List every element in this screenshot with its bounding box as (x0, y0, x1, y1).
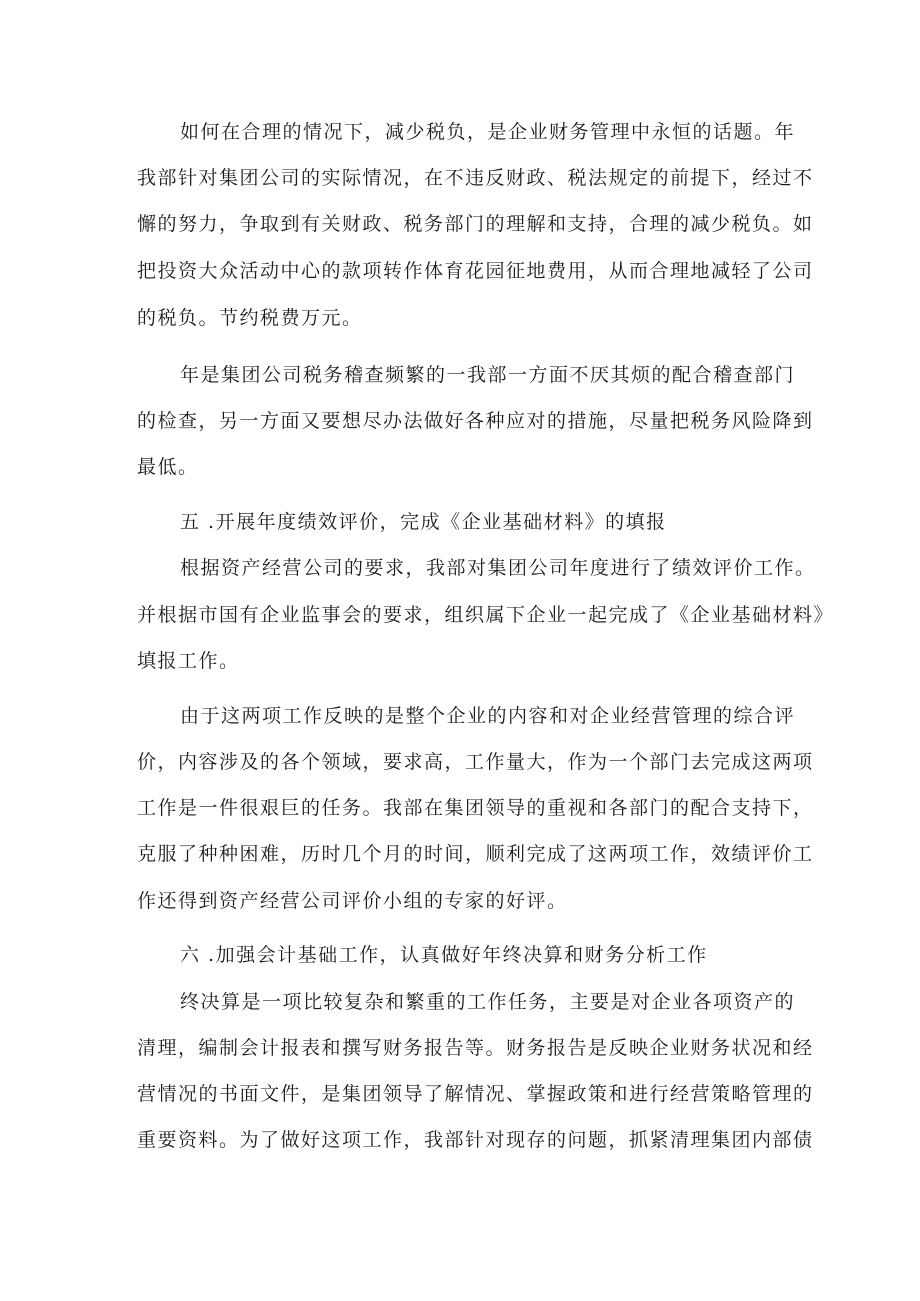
paragraph-difficulty-line-1: 由于这两项工作反映的是整个企业的内容和对企业经营管理的综合评 (180, 705, 796, 727)
paragraph-final-accounts-line-2: 清理，编制会计报表和撰写财务报告等。财务报告是反映企业财务状况和经 (137, 1037, 814, 1059)
paragraph-evaluation-line-1: 根据资产经营公司的要求，我部对集团公司年度进行了绩效评价工作。 (180, 557, 816, 579)
paragraph-difficulty-line-2: 价，内容涉及的各个领域，要求高，工作量大，作为一个部门去完成这两项 (137, 751, 814, 773)
paragraph-difficulty-line-5: 作还得到资产经营公司评价小组的专家的好评。 (137, 890, 568, 912)
paragraph-audit-line-2: 的检查，另一方面又要想尽办法做好各种应对的措施，尽量把税务风险降到 (137, 410, 814, 432)
paragraph-tax-line-1: 如何在合理的情况下，减少税负，是企业财务管理中永恒的话题。年 (180, 121, 796, 143)
paragraph-tax-line-4: 把投资大众活动中心的款项转作体育花园征地费用，从而合理地减轻了公司 (137, 260, 814, 282)
paragraph-audit-line-1: 年是集团公司税务稽查频繁的一我部一方面不厌其烦的配合稽查部门 (180, 364, 796, 386)
section-heading-6: 六 .加强会计基础工作，认真做好年终决算和财务分析工作 (180, 944, 708, 966)
paragraph-tax-line-5: 的税负。节约税费万元。 (137, 307, 363, 329)
paragraph-audit-line-3: 最低。 (137, 456, 199, 478)
paragraph-difficulty-line-3: 工作是一件很艰巨的任务。我部在集团领导的重视和各部门的配合支持下， (137, 797, 814, 819)
paragraph-difficulty-line-4: 克服了种种困难，历时几个月的时间，顺利完成了这两项工作，效绩评价工 (137, 843, 814, 865)
paragraph-tax-line-3: 懈的努力，争取到有关财政、税务部门的理解和支持，合理的减少税负。如 (137, 213, 814, 235)
section-heading-5: 五 .开展年度绩效评价，完成《企业基础材料》的填报 (180, 511, 667, 533)
paragraph-evaluation-line-2: 并根据市国有企业监事会的要求，组织属下企业一起完成了《企业基础材料》 (137, 604, 835, 626)
paragraph-final-accounts-line-3: 营情况的书面文件，是集团领导了解情况、掌握政策和进行经营策略管理的 (137, 1083, 814, 1105)
paragraph-evaluation-line-3: 填报工作。 (137, 650, 240, 672)
paragraph-final-accounts-line-4: 重要资料。为了做好这项工作，我部针对现存的问题，抓紧清理集团内部债 (137, 1129, 814, 1151)
paragraph-final-accounts-line-1: 终决算是一项比较复杂和繁重的工作任务，主要是对企业各项资产的 (180, 991, 796, 1013)
paragraph-tax-line-2: 我部针对集团公司的实际情况，在不违反财政、税法规定的前提下，经过不 (137, 167, 814, 189)
